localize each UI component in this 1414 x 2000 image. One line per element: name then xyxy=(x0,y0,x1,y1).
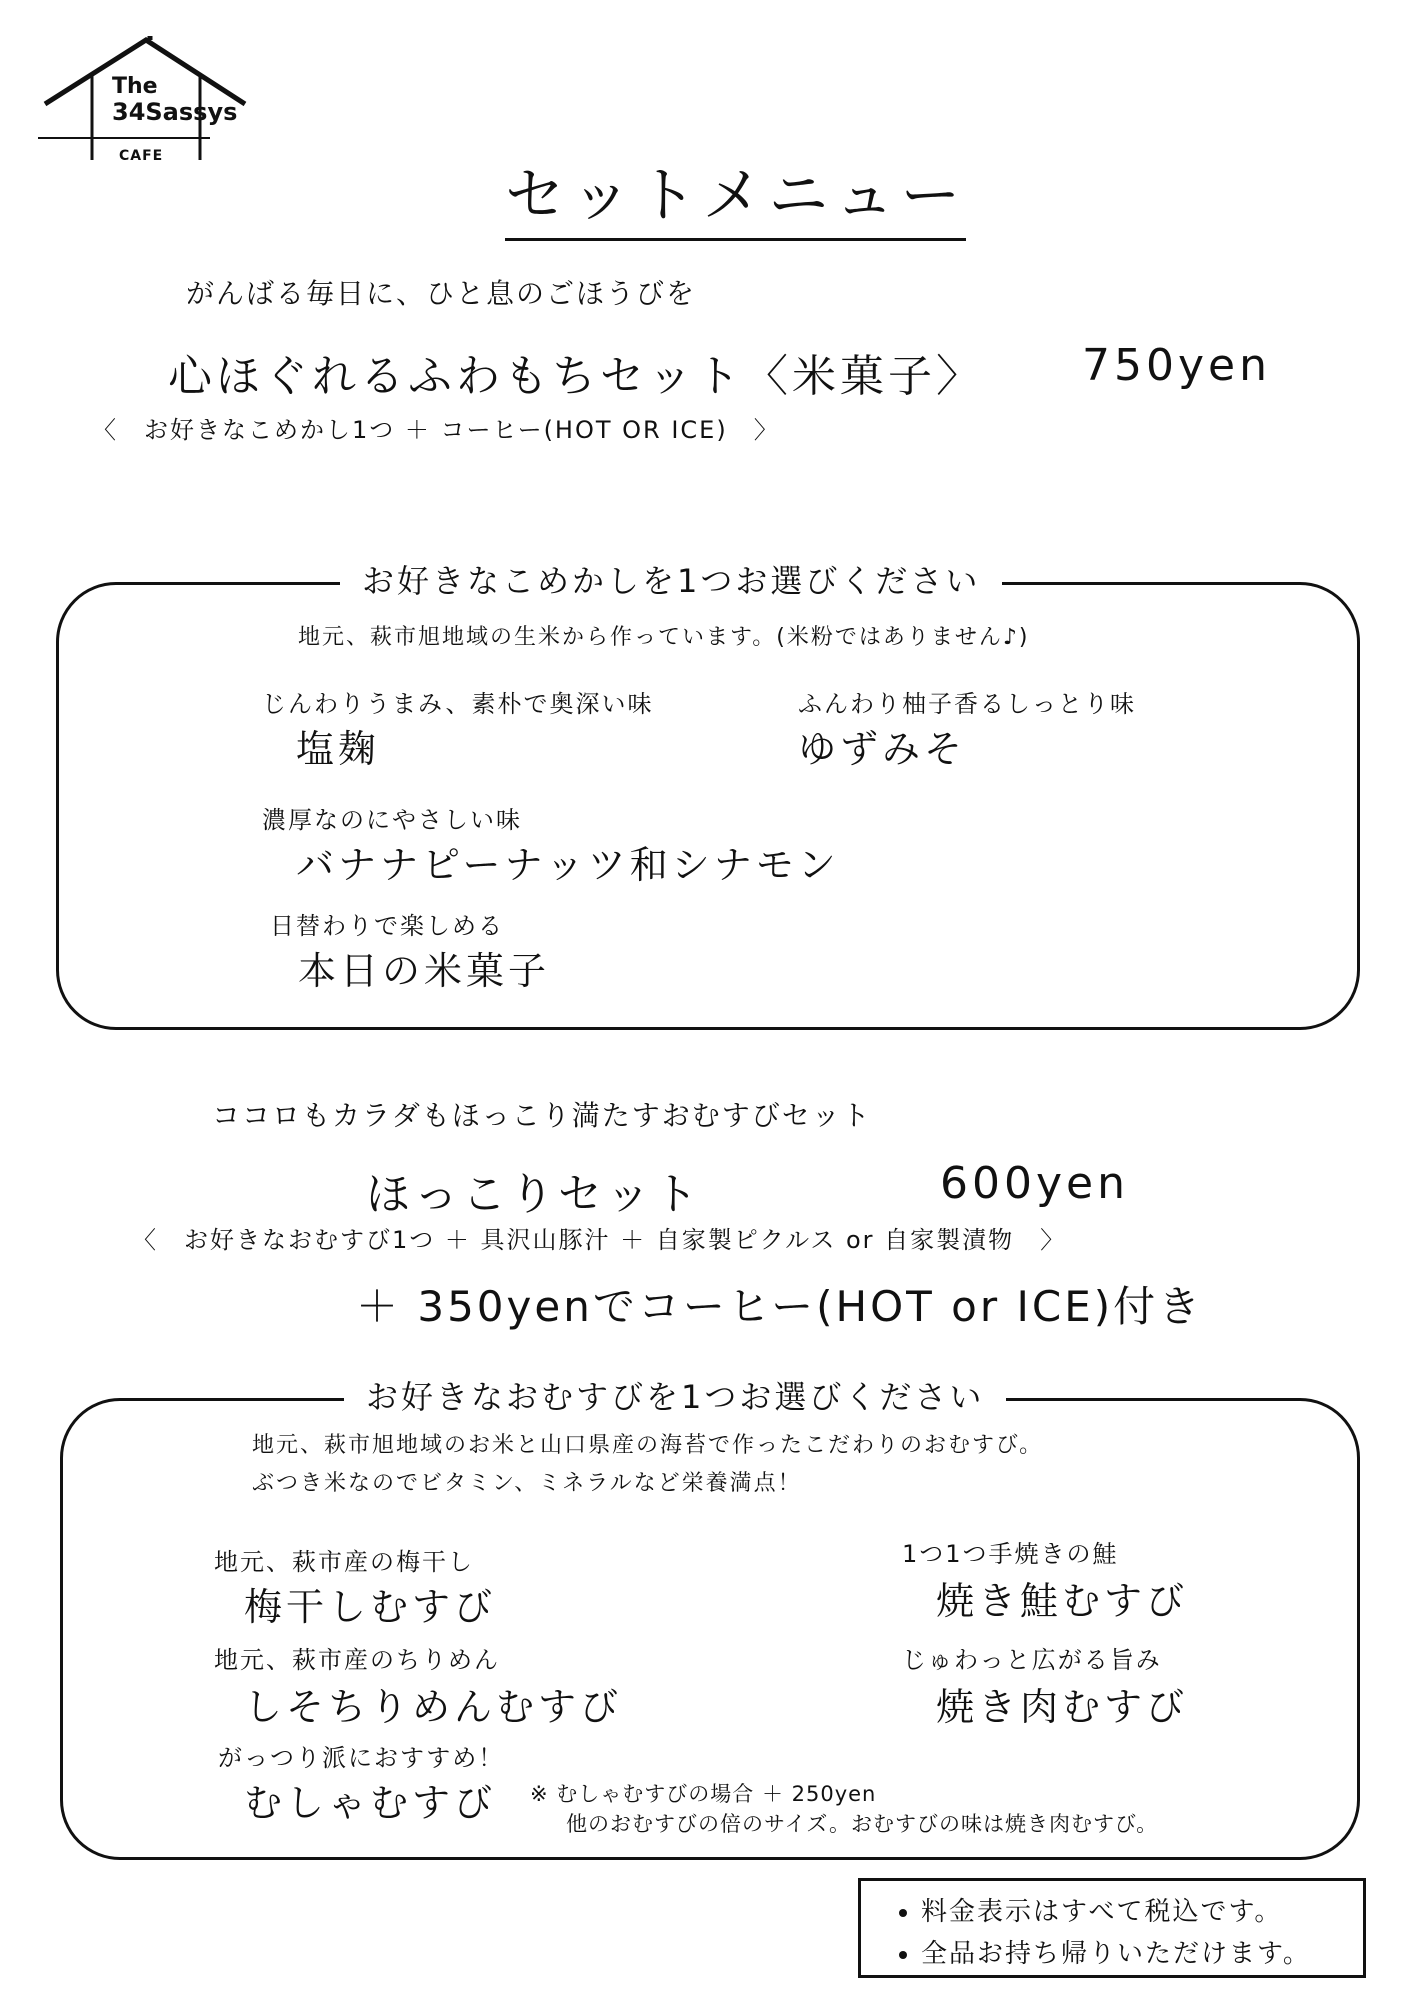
komekashi-heading: お好きなこめかしを1つお選びください xyxy=(340,556,1002,602)
omusubi-description-1: 地元、萩市旭地域のお米と山口県産の海苔で作ったこだわりのおむすび。 xyxy=(252,1433,1044,1458)
omusubi-item-5: むしゃむすび xyxy=(244,1781,497,1825)
omusubi-item-1: 梅干しむすび xyxy=(244,1585,497,1629)
komekashi-desc-4: 日替わりで楽しめる xyxy=(270,912,504,940)
omusubi-desc-2: 1つ1つ手焼きの鮭 xyxy=(902,1540,1119,1568)
set1-name: 心ほぐれるふわもちセット〈米菓子〉 xyxy=(168,351,984,402)
logo-text-cafe: CAFE xyxy=(119,148,164,164)
komekashi-desc-1: じんわりうまみ、素朴で奥深い味 xyxy=(262,690,654,718)
omusubi-item-2: 焼き鮭むすび xyxy=(936,1579,1189,1623)
komekashi-item-4: 本日の米菓子 xyxy=(298,949,551,993)
omusubi-desc-5: がっつり派におすすめ！ xyxy=(218,1744,505,1772)
omusubi-description-2: ぶつき米なのでビタミン、ミネラルなど栄養満点！ xyxy=(252,1471,802,1496)
omusubi-desc-4: じゅわっと広がる旨み xyxy=(902,1646,1162,1674)
set1-contents: 〈 お好きなこめかし1つ ＋ コーヒー(HOT OR ICE) 〉 xyxy=(92,416,780,444)
omusubi-desc-1: 地元、萩市産の梅干し xyxy=(214,1548,474,1576)
logo-divider xyxy=(38,137,210,139)
komekashi-item-3: バナナピーナッツ和シナモン xyxy=(296,843,840,887)
set1-price: 750yen xyxy=(1082,340,1271,391)
page-title: セットメニュー xyxy=(505,148,966,241)
omusubi-heading: お好きなおむすびを1つお選びください xyxy=(344,1372,1006,1418)
notice-tax-included: • 料金表示はすべて税込です。 xyxy=(921,1891,1363,1933)
komekashi-item-2: ゆずみそ xyxy=(798,727,967,771)
logo-text-the: The xyxy=(112,74,158,99)
notice-takeout: • 全品お持ち帰りいただけます。 xyxy=(921,1933,1363,1975)
komekashi-desc-3: 濃厚なのにやさしい味 xyxy=(262,806,522,834)
set2-contents: 〈 お好きなおむすび1つ ＋ 具沢山豚汁 ＋ 自家製ピクルス or 自家製漬物 〉 xyxy=(132,1226,1067,1254)
set2-tagline: ココロもカラダもほっこり満たすおむすびセット xyxy=(212,1099,872,1132)
set2-price: 600yen xyxy=(940,1158,1129,1209)
omusubi-item-3: しそちりめんむすび xyxy=(244,1685,623,1729)
komekashi-description: 地元、萩市旭地域の生米から作っています。(米粉ではありません♪) xyxy=(298,625,1030,650)
notice-box xyxy=(858,1878,1366,1978)
set1-tagline: がんばる毎日に、ひと息のごほうびを xyxy=(186,277,697,310)
set2-addon: ＋ 350yenでコーヒー(HOT or ICE)付き xyxy=(356,1282,1204,1331)
omusubi-note-1: ※ むしゃむすびの場合 ＋ 250yen xyxy=(530,1782,877,1806)
logo-text-name: 34Sassys xyxy=(112,98,238,126)
set2-name: ほっこりセット xyxy=(366,1169,702,1220)
omusubi-item-4: 焼き肉むすび xyxy=(936,1685,1189,1729)
omusubi-note-2: 他のおむすびの倍のサイズ。おむすびの味は焼き肉むすび。 xyxy=(566,1812,1159,1836)
omusubi-desc-3: 地元、萩市産のちりめん xyxy=(214,1646,500,1674)
komekashi-desc-2: ふんわり柚子香るしっとり味 xyxy=(798,690,1136,718)
komekashi-item-1: 塩麹 xyxy=(296,727,381,771)
